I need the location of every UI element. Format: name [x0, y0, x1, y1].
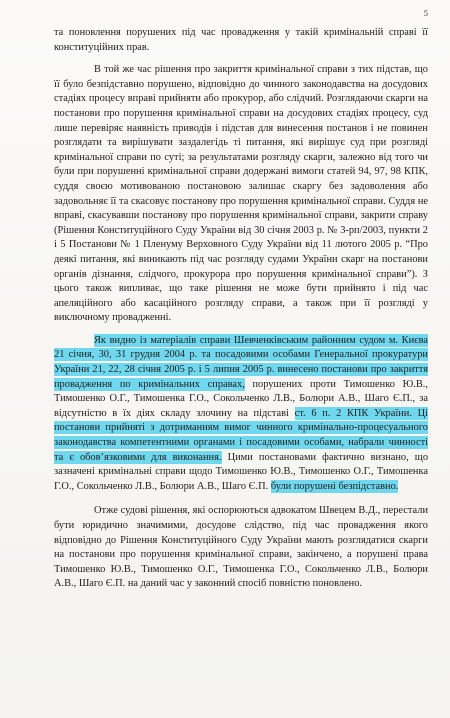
- paragraph-2: В той же час рішення про закриття кримінальної справи з тих підстав, що її було безпідставно порушено, відповідно до чинного законодавства на досудових стадіях процесу вправі прийняти або прокурор, або слідчий. Розглядаючи скарги на постанови про порушення кримінальної справи на досудових стадіях процесу, суд лише перевіряє наявність приводів і підстав для винесення постанов і не повинен розглядати та вирішувати заздалегідь ті питання, які вирішує суд при розгляді кримінальної справи по суті; за результатами розгляду скарги, залежно від того чи були при порушенні кримінальної справи додержані вимоги статей 94, 97, 98 КПК, суддя своєю мотивованою постановою залишає скаргу без задоволення або задовольняє її та скасовує постанову про порушення кримінальної справи. Суддя не вправі, скасувавши постанову про порушення кримінальної справи, закрити справу (Рішення Конституційного Суду України від 30 січня 2003 р. № 3-рп/2003, пункти 2 і 5 Постанови № 1 Пленуму Верховного Суду України від 11 лютого 2005 р. “Про деякі питання, які виникають під час розгляду судами України скарг на постанови органів дізнання, слідчого, прокурора про порушення кримінальної справи”). З цього також випливає, що таке рішення не може бути прийнято і під час апеляційного або касаційного розгляду справи, а також при її розгляді у виключному провадженні.: [54, 64, 428, 324]
- highlight-2: ст. 6 п. 2 КПК України. Ці постанови прийняті з дотриманням вимог чинного кримінально-процесуального законодавства компетентними органами і посадовими особами, набрали чинності та є обов’язковими для виконання.: [54, 407, 429, 463]
- paragraph-1: та поновлення порушених під час провадження у такій кримінальній справі її конституційних прав.: [54, 27, 428, 53]
- page-number: 5: [423, 8, 428, 18]
- paragraph-3-text-b: порушених проти Тимошенко Ю.В., Тимошенко О.Г., Тимошенка Г.О., Сокольченко Л.В., Болюри А.В., Шаго Є.П., за відсутністю в їх діях складу злочину на підставі: [54, 378, 428, 419]
- highlight-3: були порушені безпідставно.: [270, 480, 399, 492]
- highlight-1: Як видно із матеріалів справи Шевченківським районним судом м. Києва 21 січня, 30, 31 грудня 2004 р. та посадовими особами Генеральної прокуратури України 21, 22, 28 січня 2005 р. і 5 липня 2005 р. винесено постанови про закриття провадження по кримінальних справах,: [54, 334, 428, 390]
- paragraph-3-text-d: Цими постановами фактично визнано, що зазначені кримінальні справи щодо Тимошенко Ю.В., Тимошенко О.Г., Тимошенка Г.О., Сокольченко Л.В., Болюри А.В., Шаго Є.П.: [54, 451, 429, 492]
- paragraph-3: [54, 334, 428, 495]
- paragraph-4: Отже судові рішення, які оспорюються адвокатом Швецем В.Д., перестали бути юридично значимими, досудове слідство, під час провадження якого відповідно до Рішення Конституційного Суду України мають розглядатися скарги на постанови про порушення кримінальної справи, закінчено, а порушені права Тимошенко Ю.В., Тимошенко О.Г., Тимошенка Г.О., Сокольченко Л.В., Болюри А.В., Шаго Є.П. на даний час у законний спосіб повністю поновлено.: [54, 505, 428, 590]
